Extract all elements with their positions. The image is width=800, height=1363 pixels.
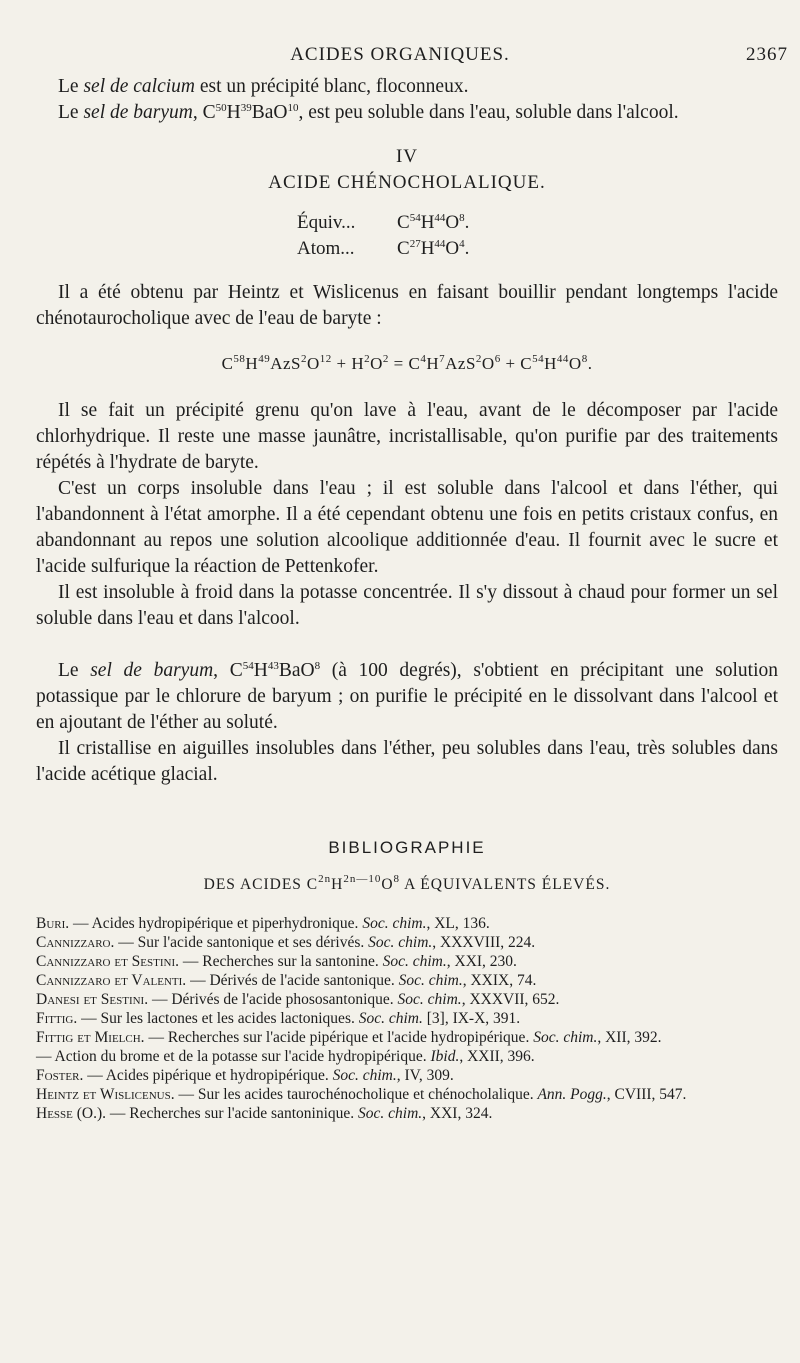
paragraph-sel-calcium: Le sel de calcium est un précipité blanc, floconneux. bbox=[58, 76, 469, 97]
section-number: IV bbox=[395, 146, 419, 167]
running-header bbox=[0, 44, 800, 68]
reference-list bbox=[36, 914, 778, 1123]
bibliography-subheading: DES ACIDES $C^{2n}H^{2n—10}O^8$ A ÉQUIVALENTS ÉLEVÉS. bbox=[203, 873, 611, 893]
paragraph-sel-baryum-2: Le sel de baryum, $C^{54}H^{43}BaO^8$ (à 100 degrés), s'obtient en précipitant une solution potassique par le chlorure de baryum ; on purifie le précipité en le dissolvant dans l'alcool et en ajoutant de l'éther au soluté. bbox=[36, 660, 778, 733]
reference-item: — Action du brome et de la potasse sur l'acide hydropipérique. Ibid., XXII, 396. bbox=[36, 1048, 535, 1065]
reaction-equation: $C^{58}H^{49}AzS^2O^{12} + H^2O^2 = C^4H^7AzS^2O^6 + C^{54}H^{44}O^8$. bbox=[221, 353, 593, 373]
reference-item: Hesse (O.). — Recherches sur l'acide santoninique. Soc. chim., XXI, 324. bbox=[36, 1105, 493, 1122]
formula-block bbox=[36, 210, 778, 262]
reference-item: Buri. — Acides hydropipérique et piperhydronique. Soc. chim., XL, 136. bbox=[36, 915, 490, 932]
formula-equiv: Équiv... $C^{54}H^{44}O^8$. bbox=[297, 212, 470, 233]
paragraph-corps: C'est un corps insoluble dans l'eau ; il est soluble dans l'alcool et dans l'éther, qui l'abandonnent à l'état amorphe. Il a été cependant obtenu une fois en petits cristaux confus, en abandonnant au repos une solution alcoolique additionnée d'eau. Il fournit avec le sucre et l'acide sulfurique la réaction de Pettenkofer. bbox=[36, 478, 778, 577]
reference-item: Fittig. — Sur les lactones et les acides lactoniques. Soc. chim. [3], IX-X, 391. bbox=[36, 1010, 521, 1027]
term-sel-baryum: sel de baryum bbox=[83, 102, 193, 123]
paragraph-obtenu: Il a été obtenu par Heintz et Wislicenus en faisant bouillir pendant longtemps l'acide chénotaurocholique avec de l'eau de baryte : bbox=[36, 282, 778, 329]
term-sel-calcium: sel de calcium bbox=[83, 76, 195, 97]
running-title: ACIDES ORGANIQUES. bbox=[290, 44, 510, 65]
section-title: ACIDE CHÉNOCHOLALIQUE. bbox=[268, 172, 546, 193]
formula-atom: Atom... $C^{27}H^{44}O^4$. bbox=[297, 238, 470, 259]
page-number: 2367 bbox=[746, 44, 788, 65]
page-body bbox=[36, 74, 778, 1123]
paragraph-precipite: Il se fait un précipité grenu qu'on lave à l'eau, avant de le décomposer par l'acide chlorhydrique. Il reste une masse jaunâtre, incristallisable, qu'on purifie par des traitements répétés à l'hydrate de baryte. bbox=[36, 400, 778, 473]
paragraph-insoluble: Il est insoluble à froid dans la potasse concentrée. Il s'y dissout à chaud pour former un sel soluble dans l'eau et dans l'alcool. bbox=[36, 582, 778, 629]
reference-item: Heintz et Wislicenus. — Sur les acides taurochénocholique et chénocholalique. Ann. Pogg., CVIII, 547. bbox=[36, 1086, 687, 1103]
term-sel-baryum-2: sel de baryum bbox=[90, 660, 214, 681]
bibliography-heading: BIBLIOGRAPHIE bbox=[328, 838, 486, 857]
reference-item: Cannizzaro. — Sur l'acide santonique et ses dérivés. Soc. chim., XXXVIII, 224. bbox=[36, 934, 536, 951]
reference-item: Cannizzaro et Sestini. — Recherches sur la santonine. Soc. chim., XXI, 230. bbox=[36, 953, 517, 970]
paragraph-cristallise: Il cristallise en aiguilles insolubles dans l'éther, peu solubles dans l'eau, très solubles dans l'acide acétique glacial. bbox=[36, 738, 778, 785]
reference-item: Fittig et Mielch. — Recherches sur l'acide pipérique et l'acide hydropipérique. Soc. chim., XII, 392. bbox=[36, 1029, 662, 1046]
reference-item: Cannizzaro et Valenti. — Dérivés de l'acide santonique. Soc. chim., XXIX, 74. bbox=[36, 972, 537, 989]
reference-item: Foster. — Acides pipérique et hydropipérique. Soc. chim., IV, 309. bbox=[36, 1067, 454, 1084]
reference-item: Danesi et Sestini. — Dérivés de l'acide phososantonique. Soc. chim., XXXVII, 652. bbox=[36, 991, 560, 1008]
paragraph-sel-baryum: Le sel de baryum, $C^{50}H^{39}BaO^{10}$, est peu soluble dans l'eau, soluble dans l'alcool. bbox=[58, 102, 679, 123]
